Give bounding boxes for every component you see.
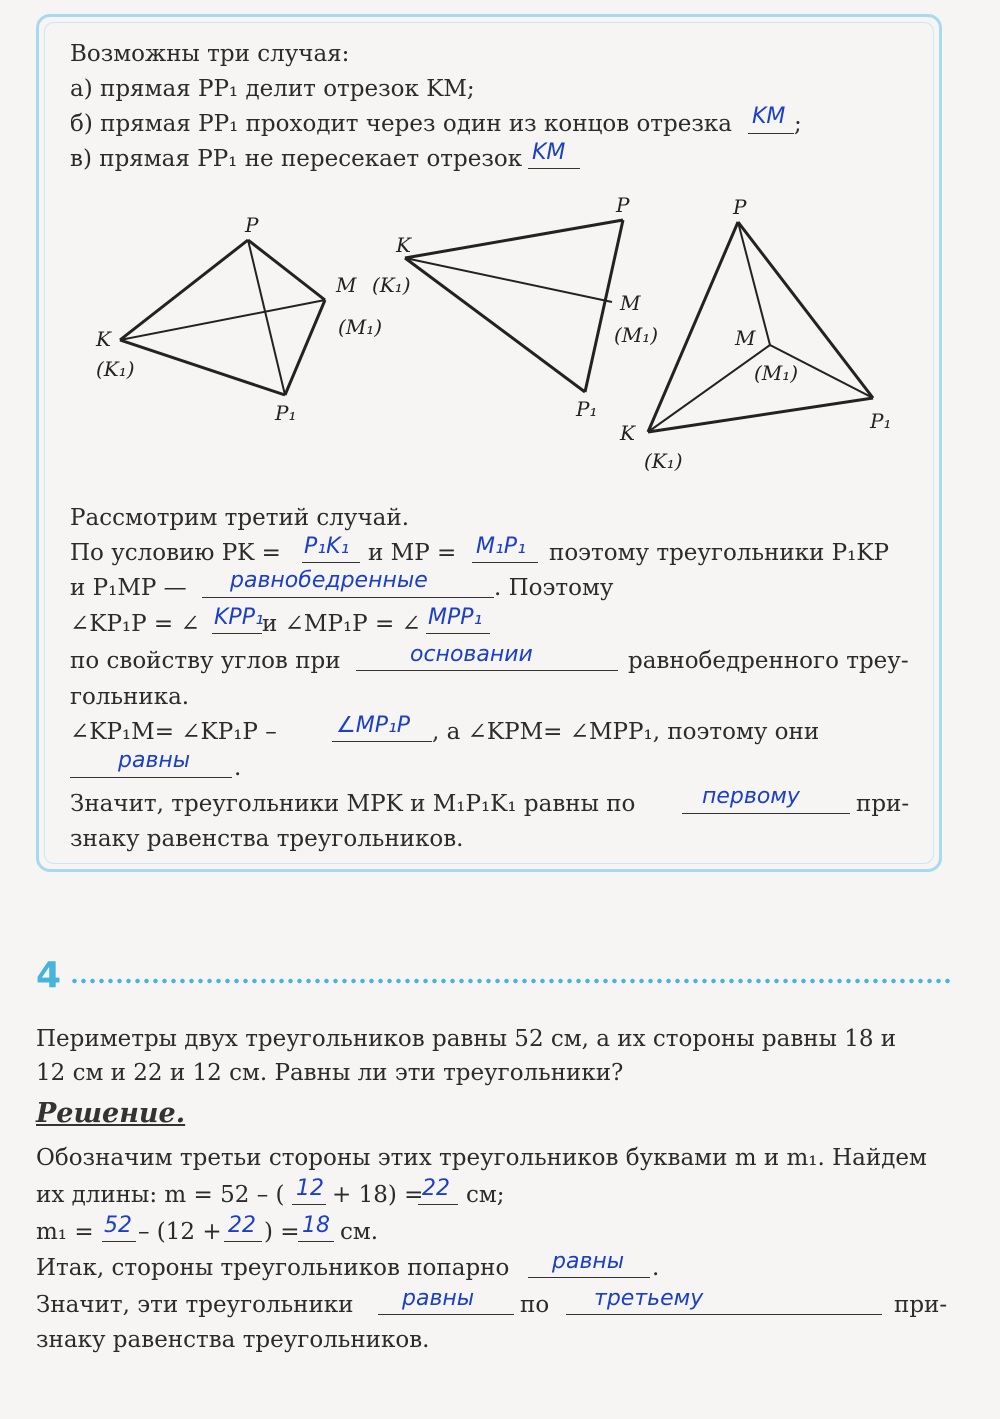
- solution-blank-3-1: [102, 1241, 136, 1242]
- fig2-label-M: M: [620, 291, 641, 315]
- solution-answer-3-1: 52: [104, 1213, 132, 1238]
- fig2-label-K: K: [396, 233, 411, 257]
- solution-line-5-prefix: Значит, эти треугольники: [36, 1292, 354, 1318]
- solution-answer-5-1: равны: [402, 1286, 475, 1311]
- condition-answer-1: P₁K₁: [304, 534, 350, 559]
- fig3-label-P: P: [733, 195, 747, 219]
- condition-answer-2: M₁P₁: [476, 534, 526, 559]
- third-case-text: Рассмотрим третий случай.: [70, 505, 410, 531]
- conclusion-end: знаку равенства треугольников.: [70, 826, 464, 852]
- isosceles-prefix: и P₁MP —: [70, 575, 187, 601]
- solution-line-2-a: их длины: m = 52 – (: [36, 1182, 285, 1208]
- solution-line-2-b: + 18) =: [332, 1182, 424, 1208]
- figure-3: [648, 222, 873, 432]
- fig1-label-P1: P₁: [275, 401, 297, 425]
- triangles-figure: [0, 0, 1000, 500]
- difference-answer: ∠MP₁P: [336, 713, 411, 738]
- solution-line-3-c: ) =: [264, 1219, 300, 1245]
- solution-line-4-prefix: Итак, стороны треугольников попарно: [36, 1255, 510, 1281]
- fig3-label-M: M: [735, 326, 756, 350]
- solution-answer-3-2: 22: [228, 1213, 256, 1238]
- difference-text-2: , а ∠KPM= ∠MPP₁, поэтому они: [432, 719, 820, 745]
- solution-line-3-d: см.: [340, 1219, 379, 1245]
- solution-blank-4: [528, 1277, 650, 1278]
- fig2-label-K1: (K₁): [372, 273, 411, 297]
- isosceles-suffix: . Поэтому: [494, 575, 614, 601]
- solution-blank-3-3: [298, 1241, 334, 1242]
- solution-line-6: знаку равенства треугольников.: [36, 1327, 430, 1353]
- fig2-label-P1: P₁: [576, 397, 598, 421]
- condition-blank-2: [472, 562, 538, 563]
- fig1-label-M: M: [336, 273, 357, 297]
- property-prefix: по свойству углов при: [70, 648, 341, 674]
- condition-text-2: и MP =: [368, 540, 457, 566]
- case-b-answer: KM: [752, 104, 786, 129]
- conclusion-suffix: при-: [856, 791, 910, 817]
- solution-blank-5-2: [566, 1314, 882, 1315]
- fig2-label-M1: (M₁): [614, 323, 659, 347]
- conclusion-blank: [682, 813, 850, 814]
- solution-line-3-a: m₁ =: [36, 1219, 94, 1245]
- solution-line-4-suffix: .: [652, 1255, 660, 1281]
- fig3-label-K1: (K₁): [644, 449, 683, 473]
- case-c-text: в) прямая PP₁ не пересекает отрезок: [70, 146, 523, 172]
- angle-blank-2: [426, 633, 490, 634]
- condition-text-3: поэтому треугольники P₁KP: [549, 540, 890, 566]
- fig1-label-K: K: [96, 327, 111, 351]
- case-a-text: а) прямая PP₁ делит отрезок KM;: [70, 76, 475, 102]
- angle-answer-1: KPP₁: [214, 605, 264, 630]
- solution-answer-2-1: 12: [296, 1176, 324, 1201]
- solution-heading: Решение.: [36, 1098, 186, 1129]
- property-end: гольника.: [70, 684, 190, 710]
- fig3-label-P1: P₁: [870, 409, 892, 433]
- solution-blank-2-1: [292, 1204, 326, 1205]
- property-blank: [356, 670, 618, 671]
- figure-2: [405, 220, 623, 392]
- equal-suffix: .: [234, 755, 242, 781]
- condition-blank-1: [302, 562, 360, 563]
- fig1-label-K1: (K₁): [96, 357, 135, 381]
- isosceles-answer: равнобедренные: [230, 568, 428, 593]
- solution-answer-5-2: третьему: [594, 1286, 704, 1311]
- case-c-answer: KM: [532, 140, 566, 165]
- isosceles-blank: [202, 597, 494, 598]
- fig1-label-M1: (M₁): [338, 315, 383, 339]
- solution-blank-3-2: [224, 1241, 262, 1242]
- angle-blank-1: [212, 633, 262, 634]
- angle-text-2: и ∠MP₁P = ∠: [262, 611, 421, 637]
- case-b-semicolon: ;: [794, 111, 802, 137]
- angle-answer-2: MPP₁: [428, 605, 483, 630]
- task-text-1: Периметры двух треугольников равны 52 см, а их стороны равны 18 и: [36, 1026, 897, 1052]
- solution-answer-3-3: 18: [302, 1213, 330, 1238]
- conclusion-answer: первому: [702, 784, 800, 809]
- difference-blank: [332, 741, 432, 742]
- solution-line-1: Обозначим третьи стороны этих треугольников буквами m и m₁. Найдем: [36, 1145, 927, 1171]
- fig1-label-P: P: [245, 213, 259, 237]
- fig3-label-M1: (M₁): [754, 361, 799, 385]
- solution-line-3-b: – (12 +: [138, 1219, 222, 1245]
- solution-answer-2-2: 22: [422, 1176, 450, 1201]
- intro-text: Возможны три случая:: [70, 41, 350, 67]
- solution-answer-4: равны: [552, 1249, 625, 1274]
- task-divider-dots: [70, 978, 950, 984]
- solution-blank-2-2: [418, 1204, 458, 1205]
- equal-answer: равны: [118, 748, 191, 773]
- solution-line-2-c: см;: [466, 1182, 505, 1208]
- fig2-label-P: P: [616, 193, 630, 217]
- task-number: 4: [36, 955, 62, 996]
- task-text-2: 12 см и 22 и 12 см. Равны ли эти треугольники?: [36, 1060, 624, 1086]
- solution-line-5-suffix: при-: [894, 1292, 948, 1318]
- equal-blank: [70, 777, 232, 778]
- case-b-text: б) прямая PP₁ проходит через один из концов отрезка: [70, 111, 733, 137]
- condition-text-1: По условию PK =: [70, 540, 281, 566]
- conclusion-prefix: Значит, треугольники MPK и M₁P₁K₁ равны по: [70, 791, 636, 817]
- property-suffix: равнобедренного треу-: [628, 648, 909, 674]
- figure-1: [120, 240, 325, 395]
- angle-text-1: ∠KP₁P = ∠: [70, 611, 200, 637]
- property-answer: основании: [410, 642, 533, 667]
- solution-blank-5-1: [378, 1314, 514, 1315]
- fig3-label-K: K: [620, 421, 635, 445]
- solution-line-5-mid: по: [520, 1292, 550, 1318]
- difference-text-1: ∠KP₁M= ∠KP₁P –: [70, 719, 277, 745]
